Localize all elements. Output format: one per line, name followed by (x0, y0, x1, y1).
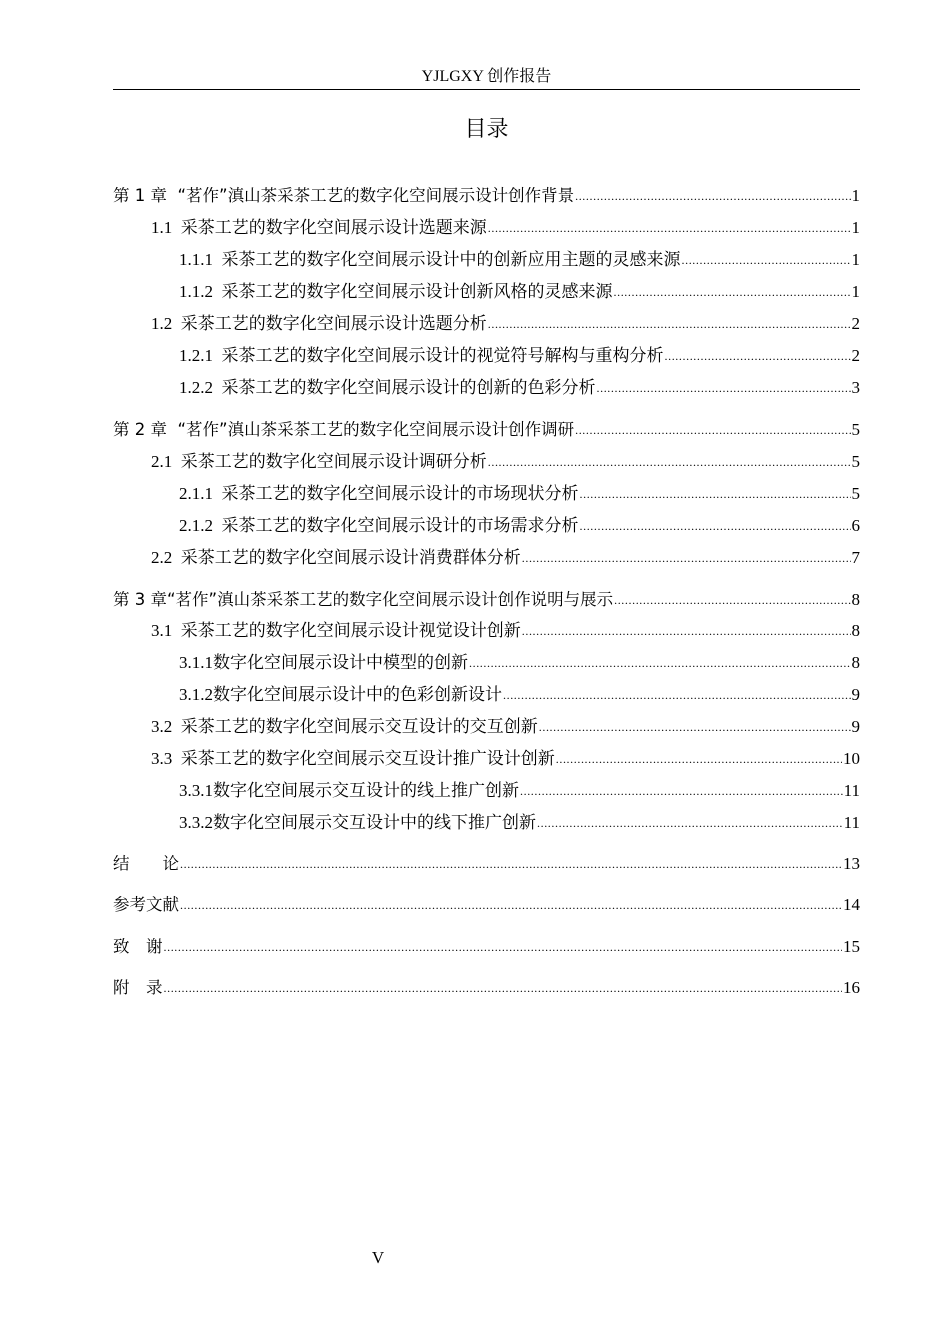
toc-entry-title: 采茶工艺的数字化空间展示设计的视觉符号解构与重构分析 (221, 346, 664, 365)
toc-entry-page: 13 (843, 854, 860, 873)
toc-entry-title: 附 录 (113, 978, 163, 997)
toc-entry-number: 第 3 章 (113, 590, 167, 609)
toc-entry-number: 1.1 (151, 218, 173, 237)
toc-entry-number: 3.3.2 (179, 813, 213, 832)
toc-entry-title: 采茶工艺的数字化空间展示交互设计的交互创新 (180, 717, 538, 736)
toc-entry-section-3-2[interactable] (113, 716, 860, 739)
toc-leader-dots (488, 217, 851, 239)
toc-entry-section-3-1-2[interactable] (113, 684, 860, 707)
toc-entry-references[interactable] (113, 894, 860, 917)
toc-leader-dots (488, 451, 851, 473)
toc-entry-title: 采茶工艺的数字化空间展示设计的创新的色彩分析 (221, 378, 596, 397)
toc-entry-page: 8 (851, 590, 860, 609)
toc-entry-title: “茗作”滇山茶采茶工艺的数字化空间展示设计创作背景 (177, 186, 575, 205)
toc-entry-number: 1.1.2 (179, 282, 213, 301)
toc-entry-title: 采茶工艺的数字化空间展示设计选题来源 (180, 218, 487, 237)
toc-leader-dots (597, 377, 851, 399)
toc-leader-dots (580, 515, 851, 537)
page-header: YJLGXY 创作报告 (421, 68, 552, 85)
toc-entry-number: 1.2.1 (179, 346, 213, 365)
toc-entry-title: 数字化空间展示设计中模型的创新 (213, 653, 468, 672)
toc-entry-number: 1.1.1 (179, 250, 213, 269)
toc-entry-page: 1 (851, 186, 860, 205)
toc-leader-dots (503, 684, 851, 706)
toc-entry-section-1-1[interactable] (113, 217, 860, 240)
toc-entry-page: 3 (851, 378, 860, 397)
toc-entry-page: 1 (851, 250, 860, 269)
toc-entry-section-2-1[interactable] (113, 451, 860, 474)
toc-entry-section-2-2[interactable] (113, 547, 860, 570)
toc-entry-page: 1 (851, 218, 860, 237)
toc-entry-title: 数字化空间展示交互设计中的线下推广创新 (213, 813, 536, 832)
toc-entry-number: 3.3 (151, 749, 173, 768)
toc-entry-title: 采茶工艺的数字化空间展示设计消费群体分析 (180, 548, 521, 567)
toc-leader-dots (164, 977, 843, 999)
toc-entry-number: 第 1 章 (113, 186, 167, 205)
toc-entry-number: 3.1.1 (179, 653, 213, 672)
toc-entry-page: 14 (843, 895, 860, 914)
page-number: V (371, 1248, 385, 1267)
toc-leader-dots (580, 483, 851, 505)
toc-leader-dots (522, 547, 851, 569)
toc-entry-title: 采茶工艺的数字化空间展示设计选题分析 (180, 314, 487, 333)
toc-leader-dots (522, 620, 851, 642)
toc-entry-page: 8 (851, 621, 860, 640)
toc-entry-section-1-2[interactable] (113, 313, 860, 336)
toc-entry-title: 采茶工艺的数字化空间展示设计的市场现状分析 (221, 484, 579, 503)
toc-entry-number: 2.2 (151, 548, 173, 567)
toc-entry-page: 15 (843, 937, 860, 956)
toc-leader-dots (520, 780, 843, 802)
toc-entry-title: 数字化空间展示设计中的色彩创新设计 (213, 685, 502, 704)
toc-entry-page: 5 (851, 484, 860, 503)
toc-entry-title: 结 论 (113, 854, 179, 873)
toc-entry-section-1-1-2[interactable] (113, 281, 860, 304)
toc-entry-section-3-3[interactable] (113, 748, 860, 771)
toc-entry-title: 参考文献 (113, 895, 179, 914)
toc-entry-page: 5 (851, 452, 860, 471)
toc-entry-page: 16 (843, 978, 860, 997)
toc-leader-dots (614, 589, 850, 611)
toc-entry-page: 6 (851, 516, 860, 535)
toc-entry-page: 1 (851, 282, 860, 301)
toc-entry-page: 11 (843, 813, 860, 832)
toc-entry-number: 3.1 (151, 621, 173, 640)
header-rule (113, 89, 860, 90)
toc-entry-chapter-1[interactable] (113, 185, 860, 208)
toc-entry-number: 2.1 (151, 452, 173, 471)
toc-entry-section-3-1[interactable] (113, 620, 860, 643)
toc-leader-dots (556, 748, 842, 770)
toc-entry-page: 9 (851, 717, 860, 736)
toc-leader-dots (488, 313, 851, 335)
toc-entry-title: 采茶工艺的数字化空间展示设计创新风格的灵感来源 (221, 282, 613, 301)
toc-leader-dots (575, 185, 850, 207)
toc-leader-dots (164, 936, 843, 958)
toc-entry-number: 1.2 (151, 314, 173, 333)
toc-entry-page: 2 (851, 346, 860, 365)
toc-entry-section-1-1-1[interactable] (113, 249, 860, 272)
toc-entry-section-1-2-1[interactable] (113, 345, 860, 368)
toc-title: 目录 (464, 117, 509, 142)
toc-entry-number: 1.2.2 (179, 378, 213, 397)
toc-entry-acknowledgements[interactable] (113, 936, 860, 959)
toc-entry-page: 7 (851, 548, 860, 567)
toc-entry-title: 采茶工艺的数字化空间展示设计中的创新应用主题的灵感来源 (221, 250, 681, 269)
toc-entry-page: 9 (851, 685, 860, 704)
toc-entry-chapter-2[interactable] (113, 419, 860, 442)
toc-entry-title: 采茶工艺的数字化空间展示设计的市场需求分析 (221, 516, 579, 535)
toc-entry-appendix[interactable] (113, 977, 860, 1000)
toc-entry-number: 3.3.1 (179, 781, 213, 800)
toc-entry-section-3-1-1[interactable] (113, 652, 860, 675)
toc-leader-dots (180, 853, 842, 875)
toc-entry-title: 采茶工艺的数字化空间展示设计调研分析 (180, 452, 487, 471)
toc-entry-number: 2.1.2 (179, 516, 213, 535)
toc-entry-chapter-3[interactable] (113, 589, 860, 612)
toc-entry-section-2-1-1[interactable] (113, 483, 860, 506)
toc-entry-number: 3.1.2 (179, 685, 213, 704)
toc-leader-dots (614, 281, 851, 303)
toc-entry-page: 2 (851, 314, 860, 333)
toc-entry-number: 3.2 (151, 717, 173, 736)
toc-leader-dots (537, 812, 843, 834)
toc-entry-conclusion[interactable] (113, 853, 860, 876)
toc-entry-section-1-2-2[interactable] (113, 377, 860, 400)
toc-entry-section-2-1-2[interactable] (113, 515, 860, 538)
toc-entry-title: 数字化空间展示交互设计的线上推广创新 (213, 781, 519, 800)
toc-leader-dots (665, 345, 851, 367)
toc-entry-number: 第 2 章 (113, 420, 167, 439)
toc-entry-title: 采茶工艺的数字化空间展示设计视觉设计创新 (180, 621, 521, 640)
toc-entry-section-3-3-1[interactable] (113, 780, 860, 803)
toc-leader-dots (682, 249, 851, 271)
toc-entry-section-3-3-2[interactable] (113, 812, 860, 835)
toc-leader-dots (180, 894, 842, 916)
toc-leader-dots (469, 652, 851, 674)
toc-entry-page: 10 (843, 749, 860, 768)
toc-entry-page: 5 (851, 420, 860, 439)
toc-entry-page: 11 (843, 781, 860, 800)
toc-entry-title: 致 谢 (113, 937, 163, 956)
toc-leader-dots (575, 419, 850, 441)
toc-entry-page: 8 (851, 653, 860, 672)
toc-entry-title: 采茶工艺的数字化空间展示交互设计推广设计创新 (180, 749, 555, 768)
toc-entry-title: “茗作”滇山茶采茶工艺的数字化空间展示设计创作说明与展示 (167, 590, 614, 609)
toc-leader-dots (539, 716, 851, 738)
toc-entry-number: 2.1.1 (179, 484, 213, 503)
toc-entry-title: “茗作”滇山茶采茶工艺的数字化空间展示设计创作调研 (177, 420, 575, 439)
